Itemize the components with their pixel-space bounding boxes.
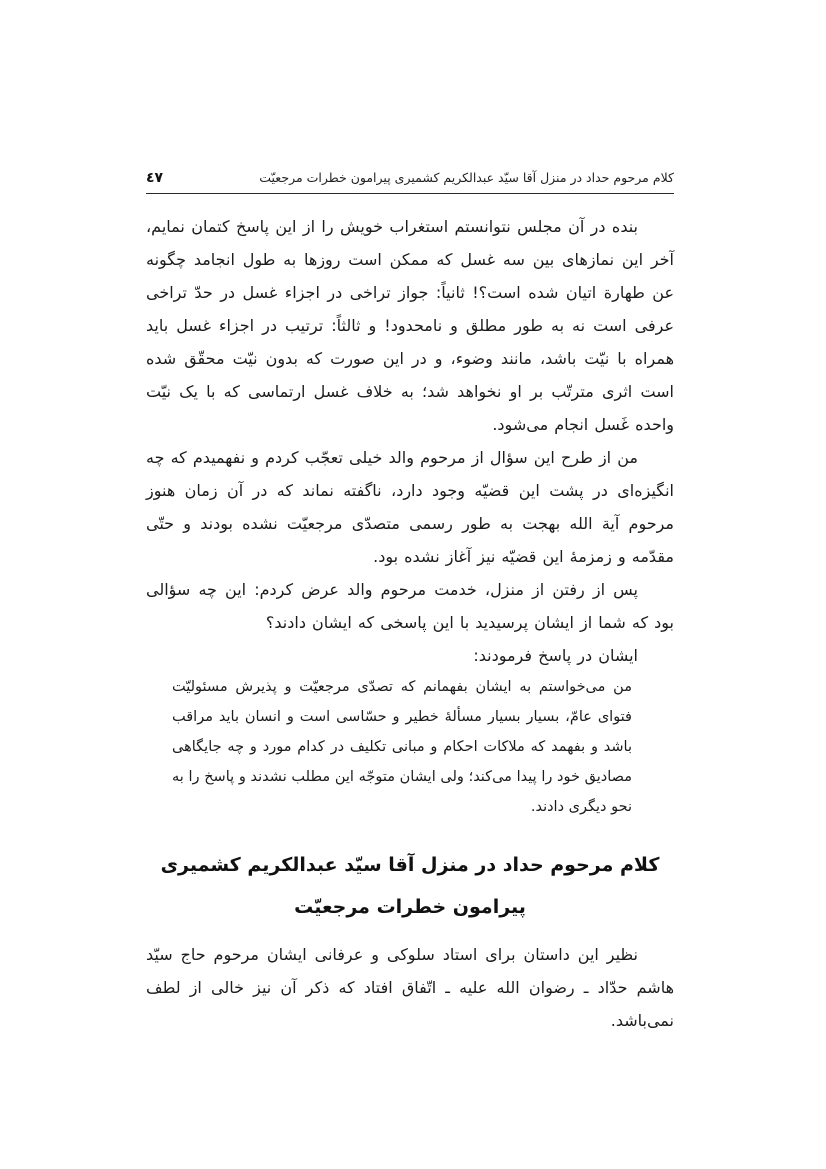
page-number: ٤٧	[146, 170, 164, 186]
section-heading: کلام مرحوم حداد در منزل آقا سیّد عبدالکریم کشمیری پیرامون خطرات مرجعیّت	[160, 854, 660, 918]
paragraph-3: پس از رفتن از منزل، خدمت مرحوم والد عرض کردم: این چه سؤالی بود که شما از ایشان پرسیدید با این پاسخی که ایشان دادند؟	[146, 580, 674, 632]
running-head	[146, 170, 674, 186]
page-body	[146, 210, 674, 1037]
header-divider	[146, 193, 674, 194]
closing-paragraph: نظیر این داستان برای استاد سلوکی و عرفانی ایشان مرحوم حاج سیّد هاشم حدّاد ـ رضوان الله علیه ـ اتّفاق افتاد که ذکر آن نیز خالی از لطف نمی‌باشد.	[146, 945, 674, 1030]
block-quote: من می‌خواستم به ایشان بفهمانم که تصدّی مرجعیّت و پذیرش مسئولیّت فتوای عامّ، بسیار بسیار مسألهٔ خطیر و حسّاسی است و انسان باید مراقب باشد و بفهمد که ملاکات احکام و مبانی تکلیف در کدام مورد و چه جایگاهی مصادیق خود را پیدا می‌کند؛ ولی ایشان متوجّه این مطلب نشدند و پاسخ را به نحو دیگری دادند.	[172, 679, 632, 815]
running-head-title: کلام مرحوم حداد در منزل آقا سیّد عبدالکریم کشمیری پیرامون خطرات مرجعیّت	[259, 170, 674, 185]
page-content	[146, 170, 674, 1037]
paragraph-2: من از طرح این سؤال از مرحوم والد خیلی تعجّب کردم و نفهمیدم که چه انگیزه‌ای در پشت این قضیّه وجود دارد، ناگفته نماند که در آن زمان هنوز مرحوم آیة الله بهجت به طور رسمی متصدّی مرجعیّت نشده بودند و حتّی مقدّمه و زمزمهٔ این قضیّه نیز آغاز نشده بود.	[146, 448, 674, 566]
paragraph-quote-intro: ایشان در پاسخ فرمودند:	[473, 646, 638, 665]
paragraph-1: بنده در آن مجلس نتوانستم استغراب خویش را از این پاسخ کتمان نمایم، آخر این نمازهای بین سه غسل که ممکن است روزها به طول انجامد چگونه عن طهارة اتیان شده است؟! ثانیاً: جواز تراخی در اجزاء غسل در حدّ تراخی عرفی است نه به طور مطلق و نامحدود! و ثالثاً: ترتیب در اجزاء غسل باید همراه با نیّت باشد، مانند وضوء، و در این صورت که بدون نیّت محقّق شده است اثری مترتّب بر او نخواهد شد؛ به خلاف غسل ارتماسی که با یک نیّت واحده غَسل انجام می‌شود.	[146, 217, 674, 434]
